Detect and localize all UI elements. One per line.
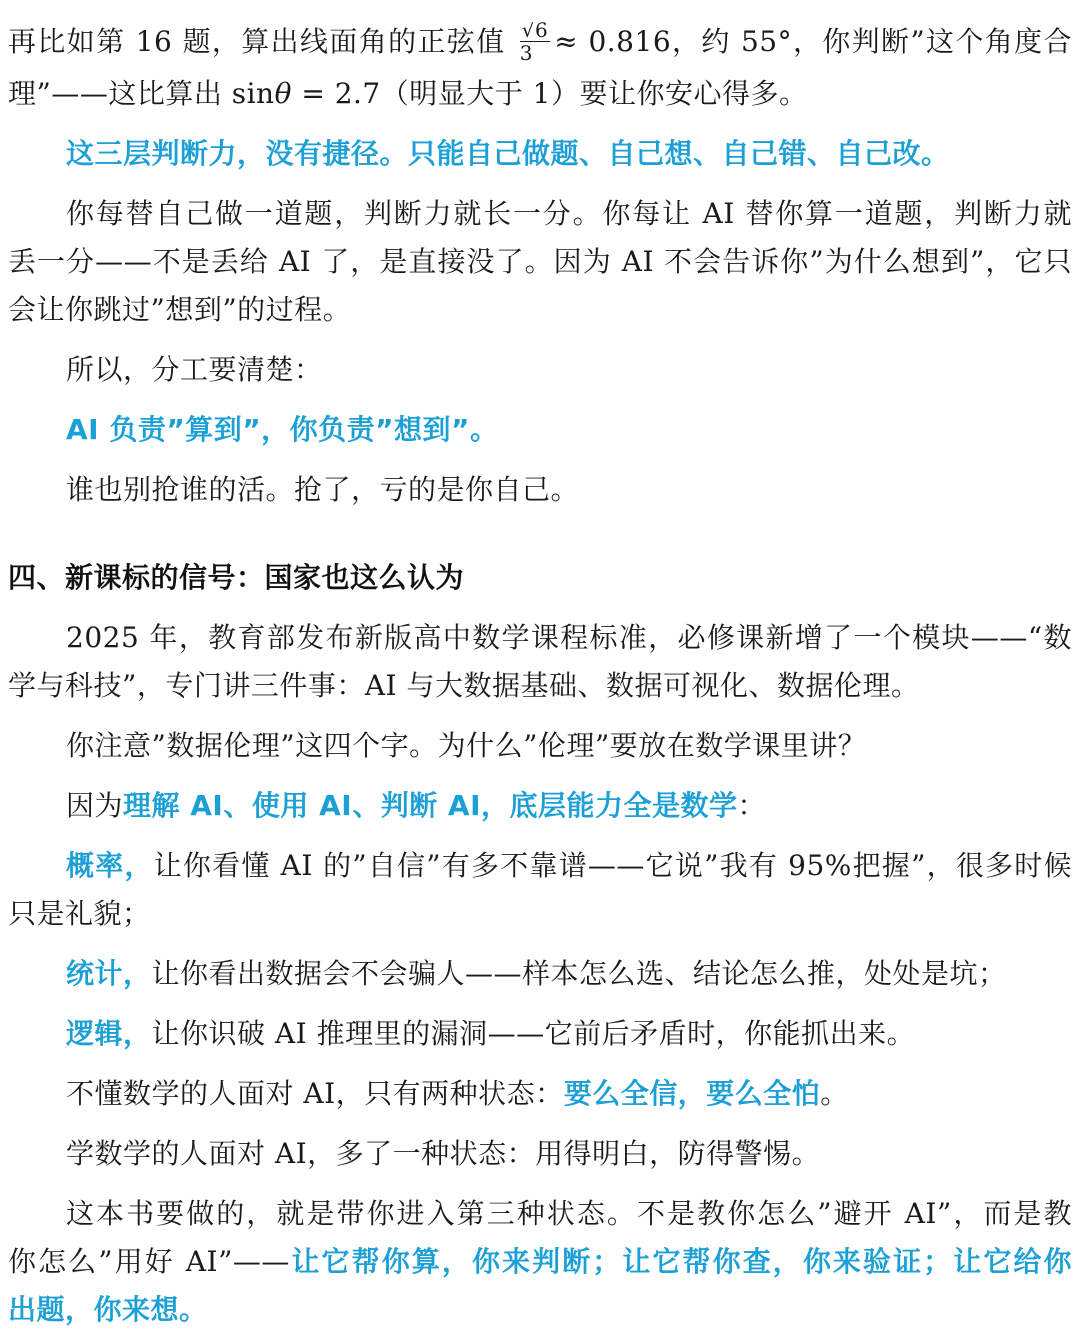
- p-math: 学数学的人面对 AI，多了一种状态：用得明白，防得警惕。: [66, 1137, 821, 1170]
- p-ethics: 你注意”数据伦理”这四个字。为什么”伦理”要放在数学课里讲？: [66, 729, 867, 762]
- highlight-three-layers: 这三层判断力，没有捷径。只能自己做题、自己想、自己错、自己改。: [66, 137, 950, 170]
- section-heading: 四、新课标的信号：国家也这么认为: [8, 561, 465, 594]
- book-text: 你怎么”用好 AI”——: [8, 1245, 290, 1278]
- p-statistics: [66, 956, 1072, 992]
- q16-line-1: [8, 22, 1072, 65]
- p-probability-line-2: 只是礼貌；: [8, 897, 151, 930]
- highlight-division: AI 负责”算到”，你负责”想到”。: [66, 413, 499, 446]
- book-highlight-1: 让它帮你算，你来判断；让它帮你查，你来验证；让它给你: [289, 1245, 1072, 1278]
- p-each-line-1: 你每替自己做一道题，判断力就长一分。你每让 AI 替你算一道题，判断力就: [66, 197, 1072, 230]
- q16-line-2: [8, 76, 1072, 112]
- q16-text-a: 再比如第 16 题，算出线面角的正弦值: [8, 25, 516, 58]
- statistics-term: 统计，: [66, 957, 152, 990]
- statistics-text: 让你看出数据会不会骗人——样本怎么选、结论怎么推，处处是坑；: [151, 957, 1007, 990]
- q16-text-b: ≈ 0.816，约 55°，你判断”这个角度合: [554, 25, 1072, 58]
- p-division: 所以，分工要清楚：: [66, 353, 323, 386]
- p-book-line-2: [8, 1244, 1072, 1280]
- logic-text: 让你识破 AI 推理里的漏洞——它前后矛盾时，你能抓出来。: [151, 1017, 916, 1050]
- p-each-line-3: 会让你跳过”想到”的过程。: [8, 293, 352, 326]
- p-nobody: 谁也别抢谁的活。抢了，亏的是你自己。: [66, 473, 580, 506]
- p-2025-line-2: 学与科技”，专门讲三件事：AI 与大数据基础、数据可视化、数据伦理。: [8, 669, 920, 702]
- because-prefix: 因为: [66, 789, 124, 822]
- q16-text-d: = 2.7（明显大于 1）要让你安心得多。: [291, 77, 808, 110]
- document-page: [8, 0, 1072, 1340]
- logic-term: 逻辑，: [66, 1017, 152, 1050]
- because-suffix: ：: [737, 789, 767, 822]
- no-math-end: 。: [820, 1077, 849, 1110]
- p-2025-line-1: 2025 年，教育部发布新版高中数学课程标准，必修课新增了一个模块——“数: [66, 621, 1072, 654]
- theta-symbol: θ: [274, 77, 292, 110]
- no-math-text: 不懂数学的人面对 AI，只有两种状态：: [66, 1077, 564, 1110]
- fraction-numerator: √6: [521, 22, 549, 42]
- p-no-math: [66, 1076, 1072, 1112]
- p-because: [66, 788, 1072, 824]
- p-probability-line-1: [66, 848, 1072, 884]
- fraction-denominator: 3: [519, 41, 534, 65]
- sqrt6-over-3-fraction: [520, 22, 550, 63]
- no-math-highlight: 要么全信，要么全怕: [563, 1077, 821, 1110]
- p-book-line-3: 出题，你来想。: [8, 1293, 208, 1326]
- probability-term: 概率，: [66, 849, 154, 882]
- p-each-line-2: 丢一分——不是丢给 AI 了，是直接没了。因为 AI 不会告诉你”为什么想到”，它只: [8, 245, 1072, 278]
- q16-text-c: 理”——这比算出 sin: [8, 77, 275, 110]
- p-book-line-1: 这本书要做的，就是带你进入第三种状态。不是教你怎么”避开 AI”，而是教: [66, 1197, 1072, 1230]
- probability-text: 让你看懂 AI 的”自信”有多不靠谱——它说”我有 95%把握”，很多时候: [153, 849, 1072, 882]
- because-highlight: 理解 AI、使用 AI、判断 AI，底层能力全是数学: [123, 789, 738, 822]
- p-logic: [66, 1016, 1072, 1052]
